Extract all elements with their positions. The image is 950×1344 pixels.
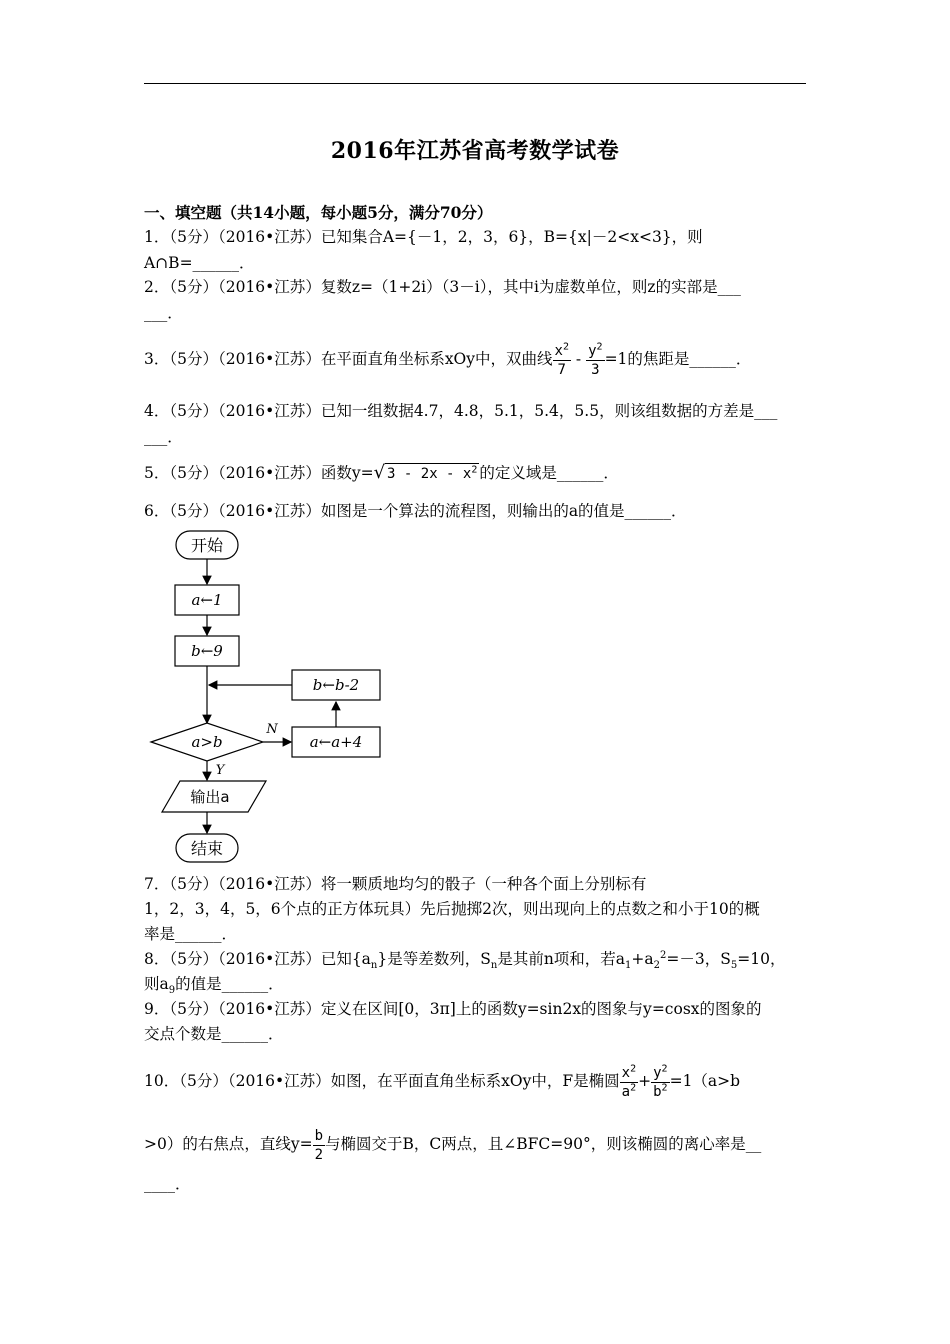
q4-line2: ___． <box>144 428 183 446</box>
q8-line2: 则$a_9$的值是______． <box>144 975 284 997</box>
q7-line3: 率是______． <box>144 925 238 943</box>
q1-line2: A∩B=______． <box>144 254 255 272</box>
q6-line: 6．（5分）（2016•江苏）如图是一个算法的流程图，则输出的a的值是______． <box>144 502 687 520</box>
q10-frac-line: $\frac{b}{2}$ <box>314 1127 324 1163</box>
top-rule <box>144 83 806 84</box>
page-title: 2016年江苏省高考数学试卷 <box>330 138 620 164</box>
q5-line: 5．（5分）（2016•江苏）函数y=√ $3 - 2x - x^2$ 的定义域是______． <box>144 462 619 483</box>
q10-frac-x: $\frac{x^2}{a^2}$ <box>621 1062 637 1100</box>
flow-bb2-label: b←b-2 <box>312 676 360 694</box>
flow-a1-label: a←1 <box>191 591 223 609</box>
q10-frac-y: $\frac{y^2}{b^2}$ <box>653 1062 668 1100</box>
flow-aa4-label: a←a+4 <box>309 733 363 751</box>
q7-line2: 1，2，3，4，5，6个点的正方体玩具）先后抛掷2次，则出现向上的点数之和小于10的概 <box>144 900 760 918</box>
q2-line1: 2．（5分）（2016•江苏）复数z=（1+2i）（3－i），其中i为虚数单位，则z的实部是___ <box>144 278 741 296</box>
q7-line1: 7．（5分）（2016•江苏）将一颗质地均匀的骰子（一种各个面上分别标有 <box>144 875 647 893</box>
q9-line2: 交点个数是______． <box>144 1025 284 1043</box>
flow-y-label: Y <box>215 763 225 778</box>
q9-line1: 9．（5分）（2016•江苏）定义在区间[0，3π]上的函数y=sin2x的图象与y=cosx的图象的 <box>144 1000 762 1018</box>
flow-condition-label: a>b <box>191 733 223 751</box>
flow-output-label: 输出a <box>190 788 230 806</box>
section-heading: 一、填空题（共14小题，每小题5分，满分70分） <box>144 203 493 222</box>
q3-line: 3．（5分）（2016•江苏）在平面直角坐标系xOy中，双曲线 $\frac{x^2}{7}$ - $\frac{y^2}{3}$ =1的焦距是______． <box>144 340 752 378</box>
sqrt-expression: √ $3 - 2x - x^2$ <box>373 462 478 483</box>
q1-line1: 1．（5分）（2016•江苏）已知集合A={－1，2，3，6}，B={x|－2<x<3}，则 <box>144 228 703 246</box>
q10-line3: ____． <box>144 1175 191 1193</box>
q2-line2: ___． <box>144 304 183 322</box>
q3-frac-y: $\frac{y^2}{3}$ <box>588 340 603 378</box>
q3-frac-x: $\frac{x^2}{7}$ <box>554 340 569 378</box>
q10-line1: 10．（5分）（2016•江苏）如图，在平面直角坐标系xOy中，F是椭圆 $\frac{x^2}{a^2}$ + $\frac{y^2}{b^2}$ =1（a>b <box>144 1062 741 1100</box>
flowchart <box>140 525 400 870</box>
flow-n-label: N <box>266 722 278 737</box>
q4-line1: 4．（5分）（2016•江苏）已知一组数据4.7，4.8，5.1，5.4，5.5，则该组数据的方差是___ <box>144 402 778 420</box>
flow-b9-label: b←9 <box>191 642 223 660</box>
flow-start-label: 开始 <box>190 536 224 555</box>
flow-end-label: 结束 <box>190 839 224 858</box>
q10-line2: >0）的右焦点，直线y= $\frac{b}{2}$ 与椭圆交于B，C两点，且∠BFC=90°，则该椭圆的离心率是__ <box>144 1127 762 1163</box>
q8-line1: 8．（5分）（2016•江苏）已知$\{a_n\}$是等差数列，$S_n$是其前n项和，若$a_1+a_2^2=-3$，$S_5=10$， <box>144 949 786 972</box>
